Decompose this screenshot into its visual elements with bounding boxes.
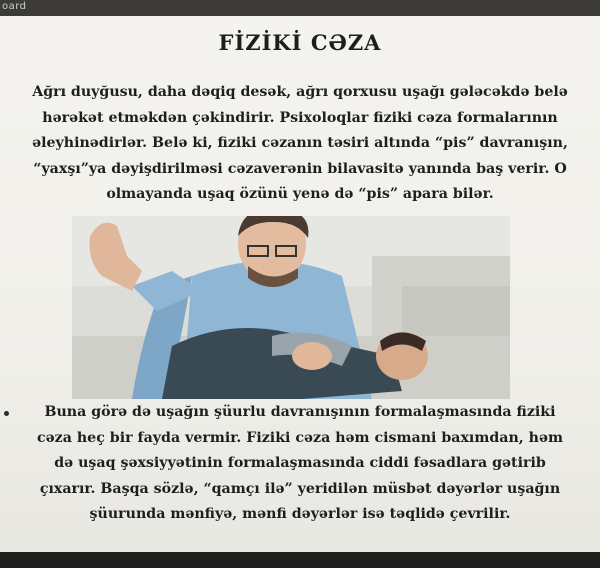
paragraph-line: Buna görə də uşağın şüurlu davranışının formalaşmasında fiziki: [44, 404, 556, 420]
paragraph-line: şüurunda mənfiyə, mənfi dəyərlər isə təqlidə çevrilir.: [89, 506, 511, 522]
paragraph-line: əleyhinədirlər. Belə ki, fiziki cəzanın təsiri altında “pis” davranışın,: [32, 135, 568, 151]
top-bar-label: oard: [2, 1, 27, 12]
presentation-top-bar: [0, 0, 600, 16]
paragraph-line: Ağrı duyğusu, daha dəqiq desək, ağrı qorxusu uşağı gələcəkdə belə: [32, 84, 568, 100]
paragraph-intro: [4, 80, 596, 208]
presentation-bottom-bar: [0, 552, 600, 568]
paragraph-line: də uşaq şəxsiyyətinin formalaşmasında ciddi fəsadlara gətirib: [54, 455, 546, 471]
paragraph-line: çıxarır. Başqa sözlə, “qamçı ilə” yeridilən müsbət dəyərlər uşağın: [39, 480, 561, 497]
paragraph-line: olmayanda uşaq özünü yenə də “pis” apara bilər.: [106, 186, 494, 202]
slide-photo: [72, 216, 510, 399]
paragraph-line: cəza heç bir fayda vermir. Fiziki cəza həm cismani baxımdan, həm: [37, 429, 563, 446]
paragraph-line: hərəkət etməkdən çəkindirir. Psixoloqlar fiziki cəza formalarının: [42, 109, 558, 126]
photo-illustration: [72, 216, 510, 399]
paragraph-conclusion: [4, 400, 596, 528]
paragraph-line: “yaxşı”ya dəyişdirilməsi cəzaverənin bilavasitə yanında baş verir. O: [33, 160, 567, 177]
slide-title: FİZİKİ CƏZA: [218, 30, 382, 55]
